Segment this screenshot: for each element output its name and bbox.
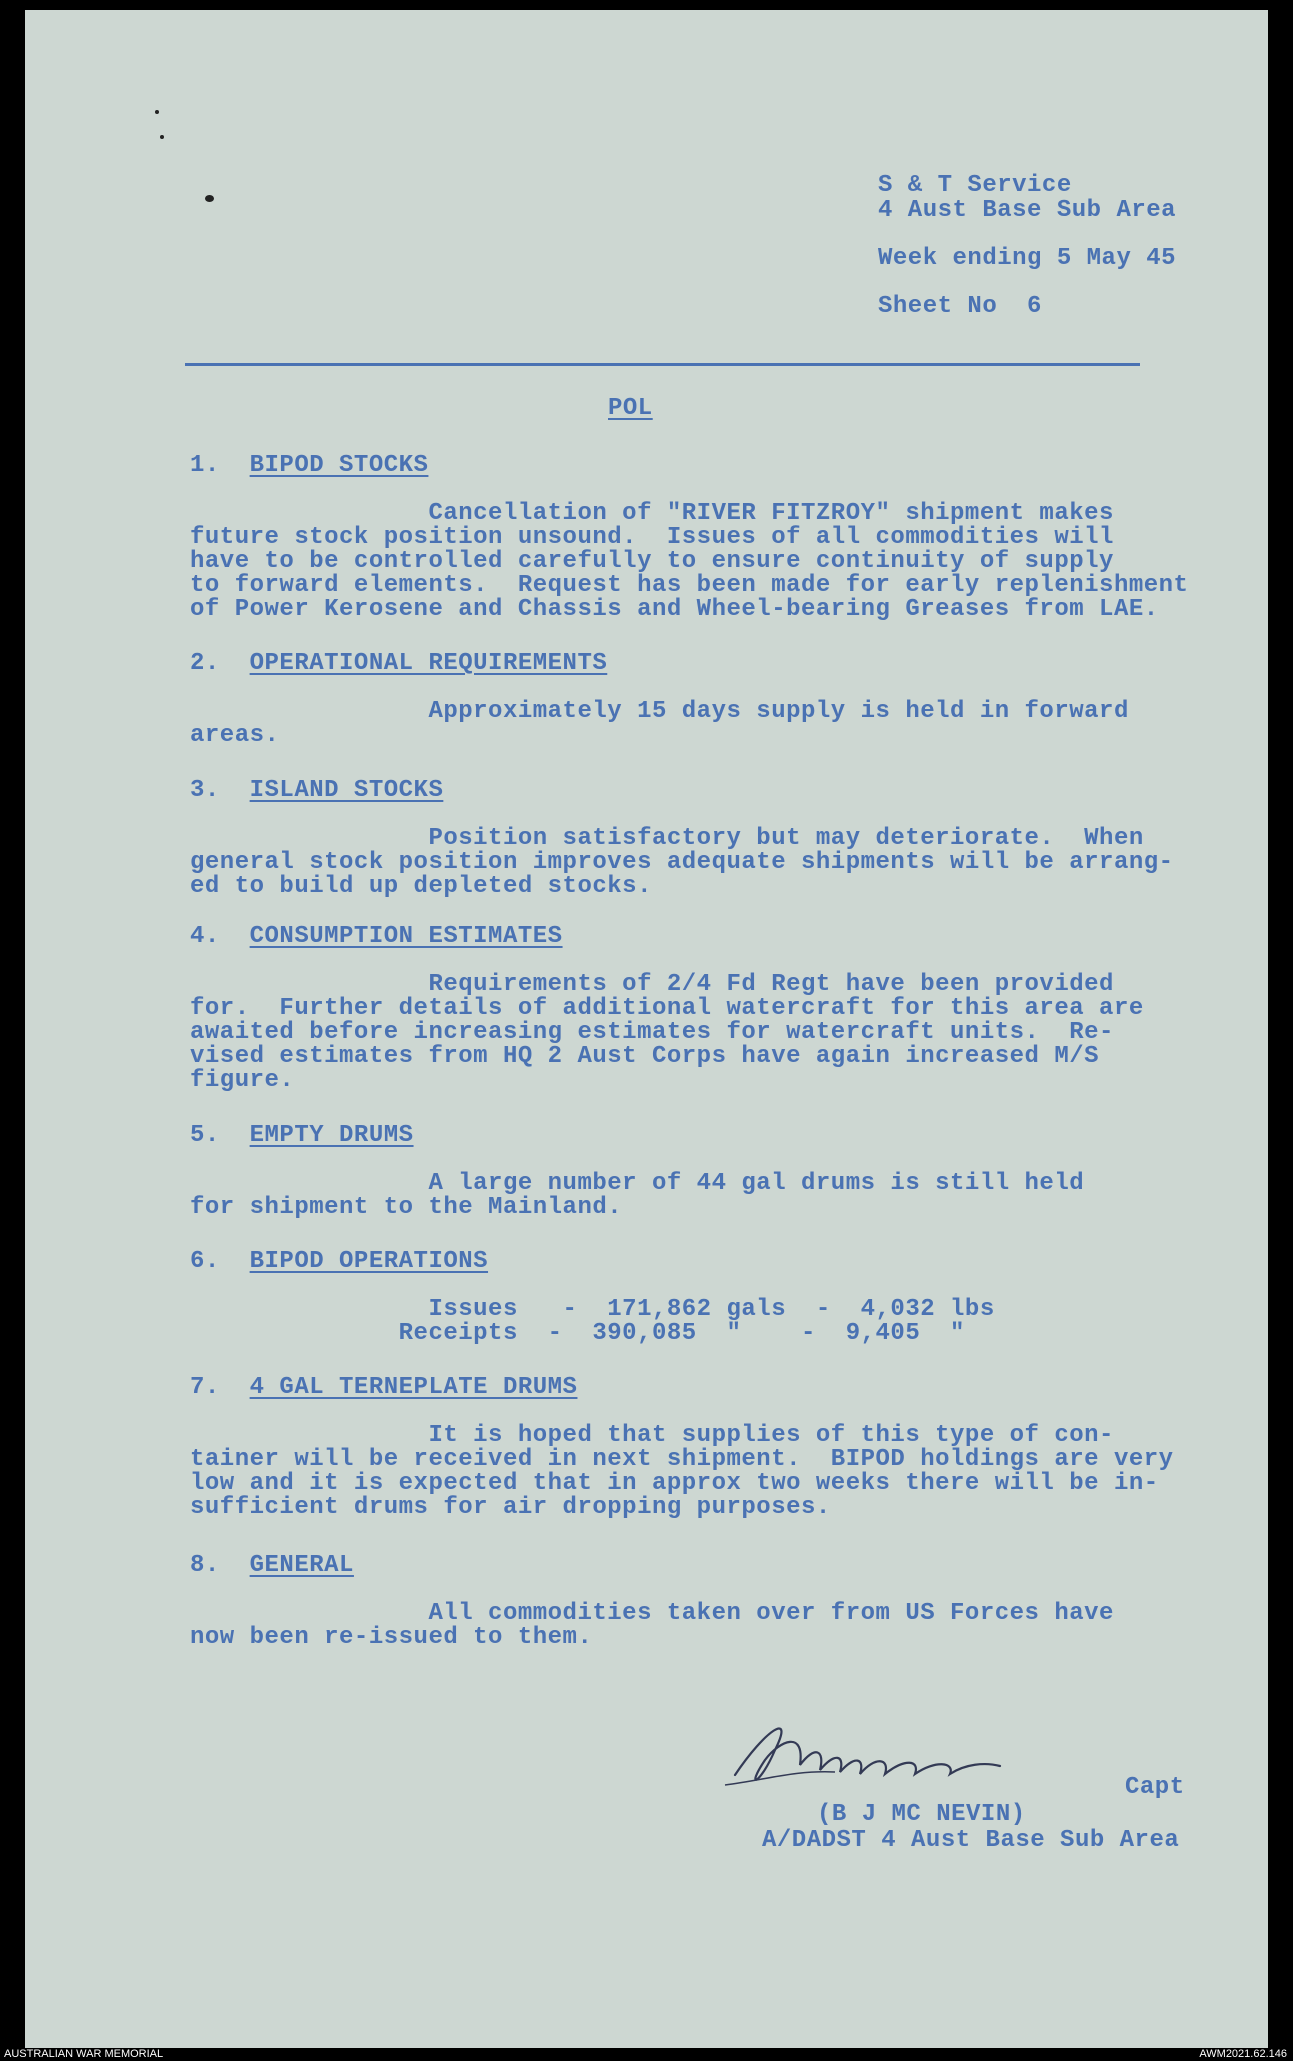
section-body-line: Issues - 171,862 gals - 4,032 lbs <box>190 1296 995 1323</box>
section-body-line: ed to build up depleted stocks. <box>190 873 652 900</box>
header-line-1: S & T Service <box>878 172 1072 199</box>
section-heading: 3. ISLAND STOCKS <box>190 777 444 804</box>
signature <box>705 1690 1125 1810</box>
section-body-line: awaited before increasing estimates for watercraft units. Re- <box>190 1019 1114 1046</box>
week-ending: Week ending 5 May 45 <box>878 245 1177 272</box>
signature-appointment: A/DADST 4 Aust Base Sub Area <box>762 1827 1180 1854</box>
section-body-line: Cancellation of "RIVER FITZROY" shipment makes <box>190 500 1114 527</box>
section-body-line: future stock position unsound. Issues of all commodities will <box>190 524 1114 551</box>
section-body-line: of Power Kerosene and Chassis and Wheel-bearing Greases from LAE. <box>190 596 1159 623</box>
section-body-line: for shipment to the Mainland. <box>190 1194 623 1221</box>
section-body-line: All commodities taken over from US Forces have <box>190 1600 1114 1627</box>
section-body-line: A large number of 44 gal drums is still held <box>190 1170 1085 1197</box>
section-heading: 7. 4 GAL TERNEPLATE DRUMS <box>190 1374 578 1401</box>
footer-reference: AWM2021.62.146 <box>1199 2048 1287 2060</box>
section-body-line: Receipts - 390,085 " - 9,405 " <box>190 1320 965 1347</box>
section-heading: 6. BIPOD OPERATIONS <box>190 1248 489 1275</box>
section-body-line: low and it is expected that in approx two weeks there will be in- <box>190 1470 1159 1497</box>
section-body-line: It is hoped that supplies of this type of con- <box>190 1422 1114 1449</box>
document-page <box>25 10 1268 2048</box>
header-rule <box>185 363 1140 366</box>
header-line-2: 4 Aust Base Sub Area <box>878 197 1177 224</box>
section-body-line: Requirements of 2/4 Fd Regt have been provided <box>190 971 1114 998</box>
section-heading: 8. GENERAL <box>190 1552 354 1579</box>
section-body-line: Approximately 15 days supply is held in forward <box>190 698 1129 725</box>
section-heading: 4. CONSUMPTION ESTIMATES <box>190 923 563 950</box>
signature-rank: Capt <box>1125 1774 1185 1801</box>
section-body-line: areas. <box>190 722 280 749</box>
section-body-line: to forward elements. Request has been made for early replenishment <box>190 572 1189 599</box>
section-body-line: figure. <box>190 1067 295 1094</box>
section-heading: 5. EMPTY DRUMS <box>190 1122 414 1149</box>
section-body-line: tainer will be received in next shipment. BIPOD holdings are very <box>190 1446 1174 1473</box>
section-body-line: sufficient drums for air dropping purposes. <box>190 1494 831 1521</box>
section-body-line: vised estimates from HQ 2 Aust Corps have again increased M/S <box>190 1043 1100 1070</box>
section-body-line: Position satisfactory but may deteriorate. When <box>190 825 1144 852</box>
section-heading: 2. OPERATIONAL REQUIREMENTS <box>190 650 608 677</box>
paper-speck <box>205 195 214 202</box>
section-body-line: now been re-issued to them. <box>190 1624 593 1651</box>
section-body-line: have to be controlled carefully to ensure continuity of supply <box>190 548 1114 575</box>
sheet-number: Sheet No 6 <box>878 293 1042 320</box>
page-title: POL <box>608 395 653 422</box>
paper-speck <box>160 135 164 139</box>
section-body-line: for. Further details of additional watercraft for this area are <box>190 995 1144 1022</box>
footer-archive: AUSTRALIAN WAR MEMORIAL <box>4 2048 164 2060</box>
paper-speck <box>155 110 159 114</box>
section-body-line: general stock position improves adequate shipments will be arrang- <box>190 849 1174 876</box>
signature-name: (B J MC NEVIN) <box>817 1801 1026 1828</box>
section-heading: 1. BIPOD STOCKS <box>190 452 429 479</box>
